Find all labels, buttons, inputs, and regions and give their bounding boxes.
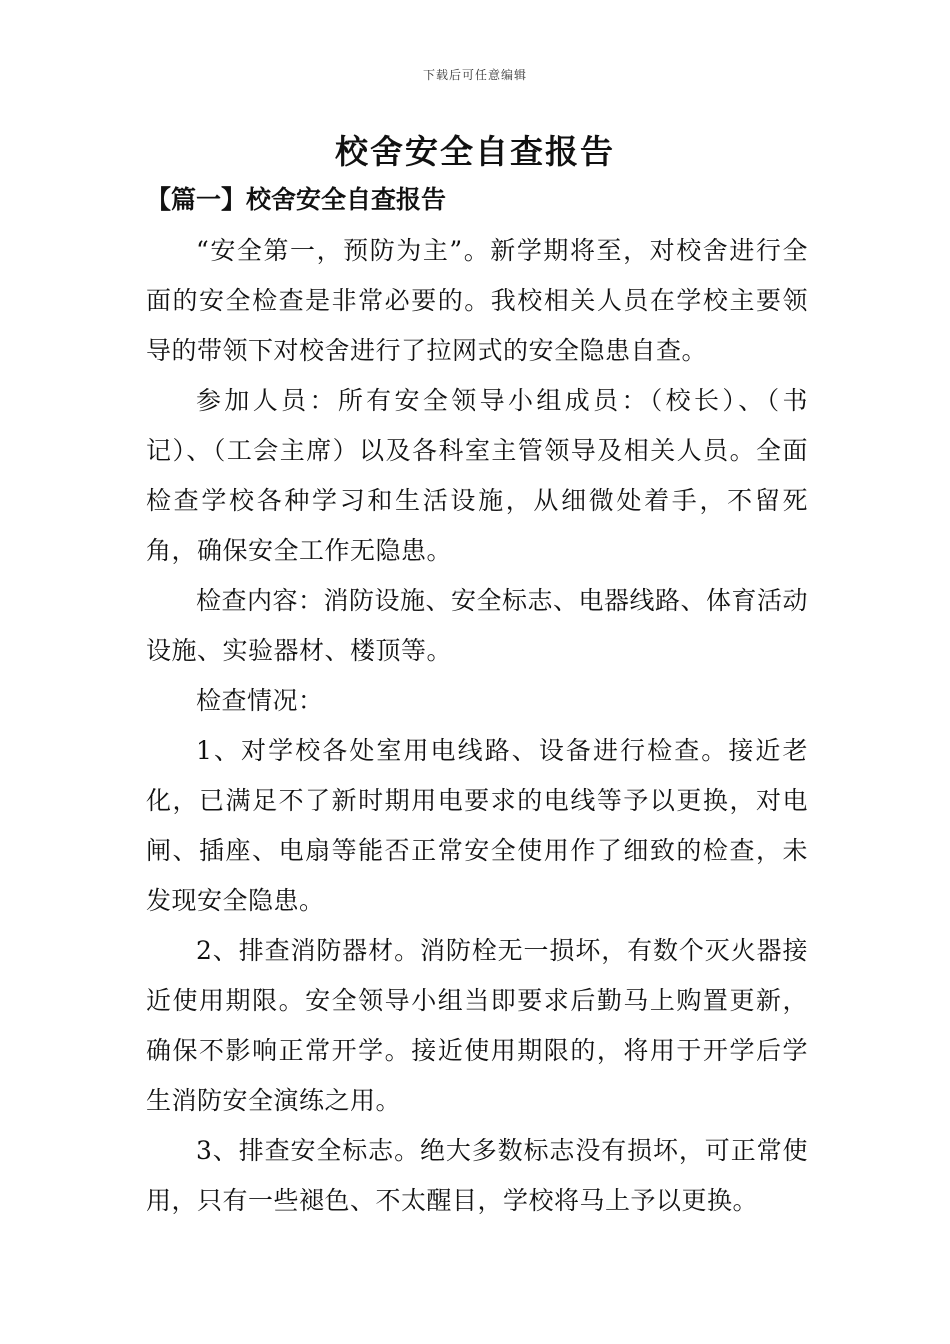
paragraph-item-1: 1、对学校各处室用电线路、设备进行检查。接近老化，已满足不了新时期用电要求的电线等予以更换，对电闸、插座、电扇等能否正常安全使用作了细致的检查，未发现安全隐患。	[146, 736, 808, 915]
document-body	[146, 226, 808, 1226]
document-title: 校舍安全自查报告	[335, 132, 615, 171]
paragraph-item-2: 2、排查消防器材。消防栓无一损坏，有数个灭火器接近使用期限。安全领导小组当即要求后勤马上购置更新，确保不影响正常开学。接近使用期限的，将用于开学后学生消防安全演练之用。	[146, 936, 808, 1115]
paragraph-participants: 参加人员：所有安全领导小组成员：（校长）、（书记）、（工会主席）以及各科室主管领导及相关人员。全面检查学校各种学习和生活设施，从细微处着手，不留死角，确保安全工作无隐患。	[146, 386, 808, 565]
header-note: 下载后可任意编辑	[422, 68, 527, 82]
paragraph-item-3: 3、排查安全标志。绝大多数标志没有损坏，可正常使用，只有一些褪色、不太醒目，学校将马上予以更换。	[146, 1136, 808, 1215]
paragraph-inspection-content: 检查内容：消防设施、安全标志、电器线路、体育活动设施、实验器材、楼顶等。	[146, 586, 809, 665]
paragraph-inspection-status: 检查情况：	[196, 686, 324, 715]
paragraph-intro: “安全第一，预防为主”。新学期将至，对校舍进行全面的安全检查是非常必要的。我校相关人员在学校主要领导的带领下对校舍进行了拉网式的安全隐患自查。	[146, 236, 808, 365]
section-heading: 【篇一】校舍安全自查报告	[146, 185, 447, 214]
